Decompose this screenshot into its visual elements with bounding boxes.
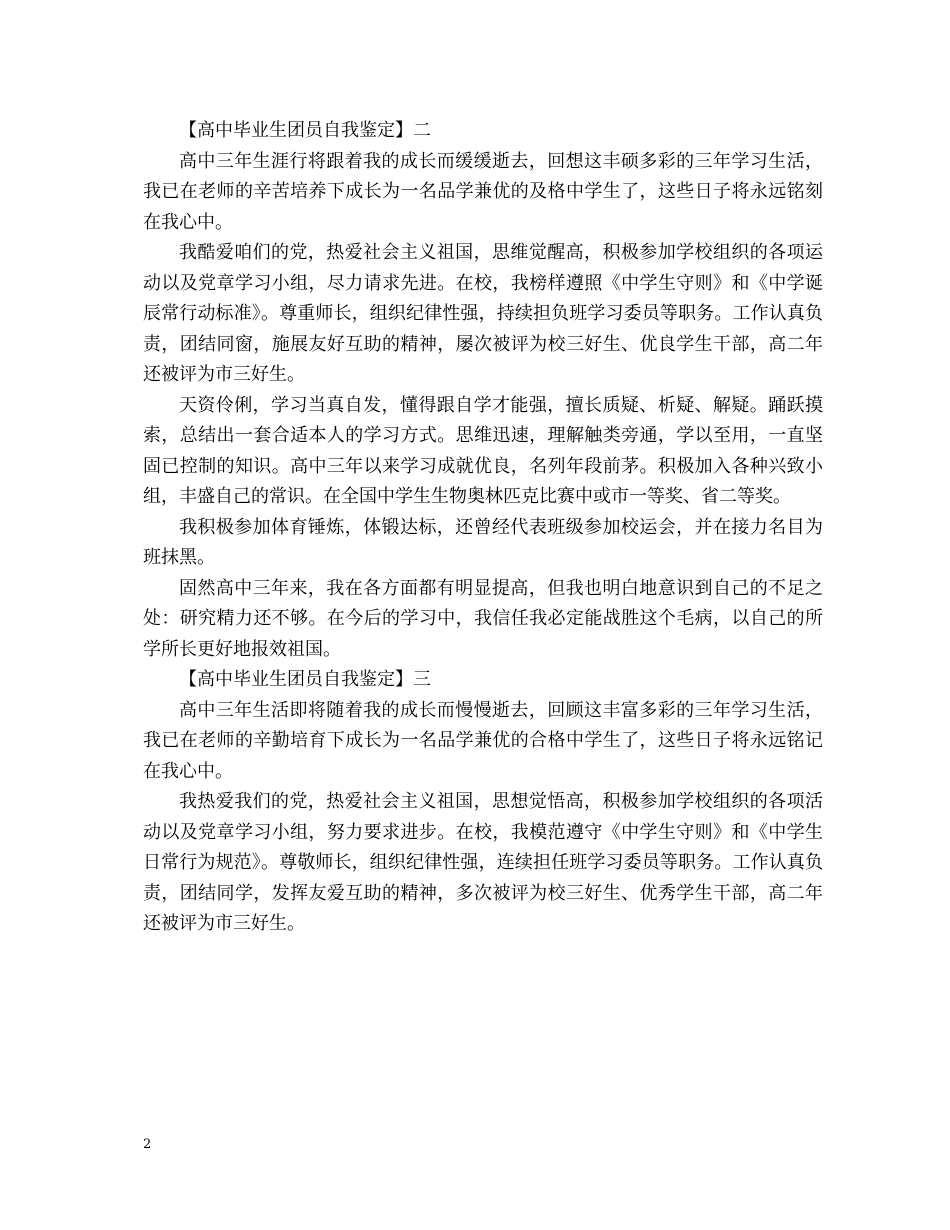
section-heading-2: 【高中毕业生团员自我鉴定】二 [179, 120, 431, 141]
section-heading-3: 【高中毕业生团员自我鉴定】三 [179, 669, 431, 690]
page-number: 2 [143, 1137, 152, 1152]
paragraph: 我酷爱咱们的党，热爱社会主义祖国，思维觉醒高，积极参加学校组织的各项运动以及党章学习小组，尽力请求先进。在校，我榜样遵照《中学生守则》和《中学诞辰常行动标准》。尊重师长，组织纪律性强，持续担负班学习委员等职务。工作认真负责，团结同窗，施展友好互助的精神，屡次被评为校三好生、优良学生干部，高二年还被评为市三好生。 [143, 242, 823, 385]
paragraph: 我热爱我们的党，热爱社会主义祖国，思想觉悟高，积极参加学校组织的各项活动以及党章学习小组，努力要求进步。在校，我模范遵守《中学生守则》和《中学生日常行为规范》。尊敬师长，组织纪律性强，连续担任班学习委员等职务。工作认真负责，团结同学，发挥友爱互助的精神，多次被评为校三好生、优秀学生干部，高二年还被评为市三好生。 [143, 791, 823, 934]
document-body [143, 116, 823, 940]
paragraph: 固然高中三年来，我在各方面都有明显提高，但我也明白地意识到自己的不足之处：研究精力还不够。在今后的学习中，我信任我必定能战胜这个毛病，以自己的所学所长更好地报效祖国。 [143, 577, 823, 660]
paragraph: 天资伶俐，学习当真自发，懂得跟自学才能强，擅长质疑、析疑、解疑。踊跃摸索，总结出一套合适本人的学习方式。思维迅速，理解触类旁通，学以至用，一直坚固已控制的知识。高中三年以来学习成就优良，名列年段前茅。积极加入各种兴致小组，丰盛自己的常识。在全国中学生生物奥林匹克比赛中或市一等奖、省二等奖。 [143, 394, 823, 507]
paragraph: 高中三年生活即将随着我的成长而慢慢逝去，回顾这丰富多彩的三年学习生活，我已在老师的辛勤培育下成长为一名品学兼优的合格中学生了，这些日子将永远铭记在我心中。 [143, 699, 823, 782]
paragraph: 高中三年生涯行将跟着我的成长而缓缓逝去，回想这丰硕多彩的三年学习生活，我已在老师的辛苦培养下成长为一名品学兼优的及格中学生了，这些日子将永远铭刻在我心中。 [143, 150, 823, 233]
paragraph: 我积极参加体育锤炼，体锻达标，还曾经代表班级参加校运会，并在接力名目为班抹黑。 [143, 516, 823, 568]
